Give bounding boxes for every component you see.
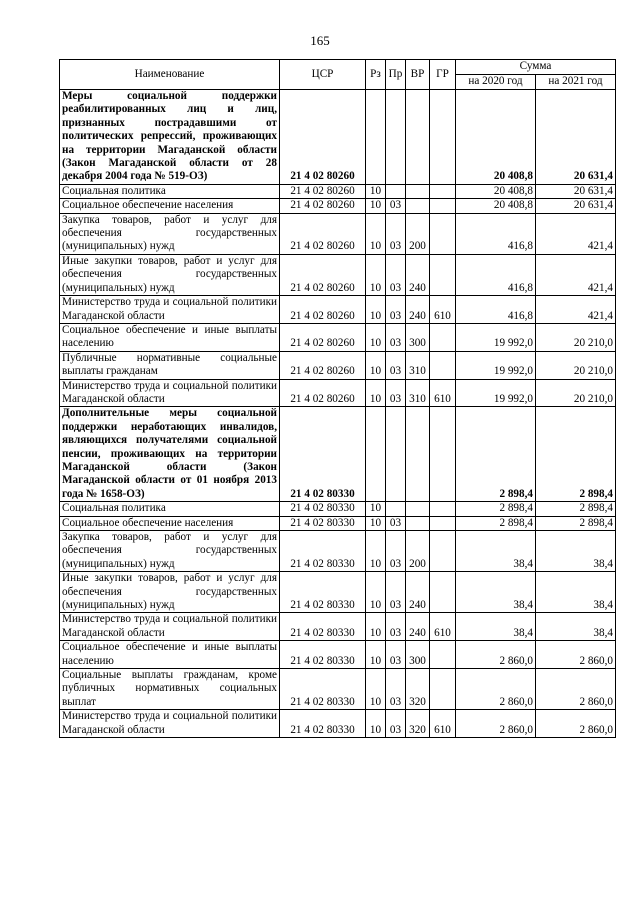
row-sum-2021: 2 860,0 xyxy=(536,710,616,738)
table-row xyxy=(60,669,616,710)
row-gr xyxy=(430,213,456,254)
row-csr: 21 4 02 80330 xyxy=(280,710,366,738)
row-sum-2021: 2 860,0 xyxy=(536,669,616,710)
row-sum-2020: 2 898,4 xyxy=(456,407,536,502)
row-sum-2021: 421,4 xyxy=(536,254,616,295)
row-rz: 10 xyxy=(366,296,386,324)
row-pr: 03 xyxy=(386,296,406,324)
row-gr xyxy=(430,351,456,379)
row-sum-2021: 38,4 xyxy=(536,613,616,641)
row-name: Министерство труда и социальной политики Магаданской области xyxy=(60,710,280,738)
row-name: Социальное обеспечение и иные выплаты населению xyxy=(60,323,280,351)
row-gr xyxy=(430,199,456,213)
row-pr: 03 xyxy=(386,641,406,669)
row-csr: 21 4 02 80330 xyxy=(280,669,366,710)
row-rz: 10 xyxy=(366,531,386,572)
row-vr: 240 xyxy=(406,613,430,641)
row-sum-2020: 416,8 xyxy=(456,296,536,324)
row-name: Социальное обеспечение населения xyxy=(60,199,280,213)
table-row xyxy=(60,502,616,516)
table-row xyxy=(60,710,616,738)
row-sum-2020: 19 992,0 xyxy=(456,351,536,379)
row-sum-2021: 20 210,0 xyxy=(536,323,616,351)
row-pr: 03 xyxy=(386,669,406,710)
row-sum-2021: 20 631,4 xyxy=(536,184,616,198)
row-sum-2021: 421,4 xyxy=(536,213,616,254)
row-csr: 21 4 02 80260 xyxy=(280,351,366,379)
row-sum-2021: 20 631,4 xyxy=(536,199,616,213)
row-pr: 03 xyxy=(386,199,406,213)
row-sum-2021: 2 898,4 xyxy=(536,516,616,530)
row-rz: 10 xyxy=(366,213,386,254)
row-gr xyxy=(430,531,456,572)
row-sum-2020: 2 860,0 xyxy=(456,710,536,738)
row-sum-2020: 416,8 xyxy=(456,254,536,295)
row-sum-2020: 38,4 xyxy=(456,531,536,572)
row-pr: 03 xyxy=(386,379,406,407)
row-rz: 10 xyxy=(366,199,386,213)
row-sum-2020: 38,4 xyxy=(456,572,536,613)
row-rz xyxy=(366,407,386,502)
row-rz: 10 xyxy=(366,351,386,379)
row-vr xyxy=(406,199,430,213)
row-gr xyxy=(430,516,456,530)
row-vr: 320 xyxy=(406,669,430,710)
row-name: Иные закупки товаров, работ и услуг для обеспечения государственных (муниципальных) нужд xyxy=(60,254,280,295)
row-sum-2020: 416,8 xyxy=(456,213,536,254)
table-row xyxy=(60,516,616,530)
header-csr: ЦСР xyxy=(280,60,366,90)
table-row xyxy=(60,572,616,613)
table-row xyxy=(60,379,616,407)
row-sum-2021: 2 898,4 xyxy=(536,502,616,516)
row-name: Иные закупки товаров, работ и услуг для обеспечения государственных (муниципальных) нужд xyxy=(60,572,280,613)
row-vr: 240 xyxy=(406,254,430,295)
row-name: Социальная политика xyxy=(60,502,280,516)
row-pr: 03 xyxy=(386,710,406,738)
row-sum-2020: 20 408,8 xyxy=(456,184,536,198)
table-row xyxy=(60,254,616,295)
row-name: Министерство труда и социальной политики Магаданской области xyxy=(60,296,280,324)
row-rz: 10 xyxy=(366,572,386,613)
row-vr: 240 xyxy=(406,572,430,613)
row-name: Закупка товаров, работ и услуг для обеспечения государственных (муниципальных) нужд xyxy=(60,213,280,254)
row-rz: 10 xyxy=(366,184,386,198)
row-sum-2020: 20 408,8 xyxy=(456,90,536,185)
row-sum-2020: 2 860,0 xyxy=(456,669,536,710)
header-vr: ВР xyxy=(406,60,430,90)
row-vr xyxy=(406,407,430,502)
table-row xyxy=(60,613,616,641)
row-sum-2021: 38,4 xyxy=(536,531,616,572)
row-rz: 10 xyxy=(366,323,386,351)
row-rz: 10 xyxy=(366,254,386,295)
header-year-2020: на 2020 год xyxy=(456,75,536,90)
table-row xyxy=(60,407,616,502)
row-csr: 21 4 02 80330 xyxy=(280,531,366,572)
row-vr: 240 xyxy=(406,296,430,324)
row-rz: 10 xyxy=(366,379,386,407)
header-gr: ГР xyxy=(430,60,456,90)
table-row xyxy=(60,213,616,254)
row-csr: 21 4 02 80260 xyxy=(280,90,366,185)
row-sum-2021: 20 631,4 xyxy=(536,90,616,185)
row-csr: 21 4 02 80260 xyxy=(280,323,366,351)
row-pr xyxy=(386,184,406,198)
table-row xyxy=(60,296,616,324)
row-csr: 21 4 02 80260 xyxy=(280,254,366,295)
row-rz xyxy=(366,90,386,185)
budget-table xyxy=(59,59,616,738)
row-sum-2020: 19 992,0 xyxy=(456,379,536,407)
row-rz: 10 xyxy=(366,613,386,641)
row-sum-2021: 38,4 xyxy=(536,572,616,613)
row-csr: 21 4 02 80260 xyxy=(280,184,366,198)
row-sum-2021: 2 898,4 xyxy=(536,407,616,502)
row-rz: 10 xyxy=(366,502,386,516)
row-sum-2021: 421,4 xyxy=(536,296,616,324)
row-rz: 10 xyxy=(366,516,386,530)
row-name: Публичные нормативные социальные выплаты гражданам xyxy=(60,351,280,379)
row-gr: 610 xyxy=(430,379,456,407)
row-gr: 610 xyxy=(430,296,456,324)
row-sum-2020: 20 408,8 xyxy=(456,199,536,213)
row-name: Министерство труда и социальной политики Магаданской области xyxy=(60,613,280,641)
row-csr: 21 4 02 80260 xyxy=(280,199,366,213)
row-gr xyxy=(430,90,456,185)
row-pr: 03 xyxy=(386,613,406,641)
row-vr: 320 xyxy=(406,710,430,738)
row-name: Социальное обеспечение и иные выплаты населению xyxy=(60,641,280,669)
row-sum-2021: 20 210,0 xyxy=(536,379,616,407)
row-pr: 03 xyxy=(386,516,406,530)
row-gr xyxy=(430,184,456,198)
row-name: Социальное обеспечение населения xyxy=(60,516,280,530)
table-row xyxy=(60,323,616,351)
row-vr: 300 xyxy=(406,323,430,351)
header-pr: Пр xyxy=(386,60,406,90)
header-rz: Рз xyxy=(366,60,386,90)
row-gr xyxy=(430,407,456,502)
table-row xyxy=(60,90,616,185)
row-vr: 300 xyxy=(406,641,430,669)
row-vr xyxy=(406,516,430,530)
row-name: Закупка товаров, работ и услуг для обеспечения государственных (муниципальных) нужд xyxy=(60,531,280,572)
row-name: Меры социальной поддержки реабилитированных лиц и лиц, признанных пострадавшими от политических репрессий, проживающих на территории Магаданской области (Закон Магаданской области от 28 декабря 2004 года № 519-ОЗ) xyxy=(60,90,280,185)
table-body xyxy=(60,90,616,738)
row-vr: 200 xyxy=(406,213,430,254)
row-vr: 310 xyxy=(406,379,430,407)
header-year-2021: на 2021 год xyxy=(536,75,616,90)
page-number: 165 xyxy=(310,33,330,48)
row-sum-2020: 2 898,4 xyxy=(456,516,536,530)
table-row xyxy=(60,199,616,213)
row-gr xyxy=(430,502,456,516)
header-sum: Сумма xyxy=(456,60,616,75)
row-sum-2020: 38,4 xyxy=(456,613,536,641)
row-rz: 10 xyxy=(366,710,386,738)
row-name: Министерство труда и социальной политики Магаданской области xyxy=(60,379,280,407)
row-pr: 03 xyxy=(386,213,406,254)
row-name: Социальные выплаты гражданам, кроме публичных нормативных социальных выплат xyxy=(60,669,280,710)
row-csr: 21 4 02 80330 xyxy=(280,572,366,613)
table-row xyxy=(60,531,616,572)
row-sum-2021: 20 210,0 xyxy=(536,351,616,379)
row-rz: 10 xyxy=(366,641,386,669)
row-sum-2021: 2 860,0 xyxy=(536,641,616,669)
row-gr xyxy=(430,254,456,295)
row-gr xyxy=(430,669,456,710)
row-pr xyxy=(386,90,406,185)
row-name: Дополнительные меры социальной поддержки неработающих инвалидов, являющихся получателями социальной пенсии, проживающих на территории Магаданской области (Закон Магаданской области от 01 ноября 2013 года № 1658-ОЗ) xyxy=(60,407,280,502)
row-vr xyxy=(406,502,430,516)
row-csr: 21 4 02 80330 xyxy=(280,641,366,669)
table-row xyxy=(60,351,616,379)
row-sum-2020: 2 860,0 xyxy=(456,641,536,669)
table-row xyxy=(60,641,616,669)
row-csr: 21 4 02 80330 xyxy=(280,407,366,502)
row-vr xyxy=(406,90,430,185)
row-csr: 21 4 02 80260 xyxy=(280,296,366,324)
row-csr: 21 4 02 80260 xyxy=(280,379,366,407)
row-vr: 310 xyxy=(406,351,430,379)
row-rz: 10 xyxy=(366,669,386,710)
row-pr xyxy=(386,502,406,516)
row-csr: 21 4 02 80330 xyxy=(280,502,366,516)
row-vr xyxy=(406,184,430,198)
row-pr: 03 xyxy=(386,351,406,379)
row-pr: 03 xyxy=(386,323,406,351)
row-gr xyxy=(430,572,456,613)
row-csr: 21 4 02 80330 xyxy=(280,613,366,641)
row-csr: 21 4 02 80330 xyxy=(280,516,366,530)
row-sum-2020: 19 992,0 xyxy=(456,323,536,351)
row-csr: 21 4 02 80260 xyxy=(280,213,366,254)
row-vr: 200 xyxy=(406,531,430,572)
row-gr: 610 xyxy=(430,613,456,641)
row-gr xyxy=(430,323,456,351)
header-name: Наименование xyxy=(60,60,280,90)
row-gr: 610 xyxy=(430,710,456,738)
row-pr: 03 xyxy=(386,531,406,572)
table-row xyxy=(60,184,616,198)
row-pr: 03 xyxy=(386,572,406,613)
row-pr: 03 xyxy=(386,254,406,295)
row-gr xyxy=(430,641,456,669)
row-sum-2020: 2 898,4 xyxy=(456,502,536,516)
row-pr xyxy=(386,407,406,502)
row-name: Социальная политика xyxy=(60,184,280,198)
